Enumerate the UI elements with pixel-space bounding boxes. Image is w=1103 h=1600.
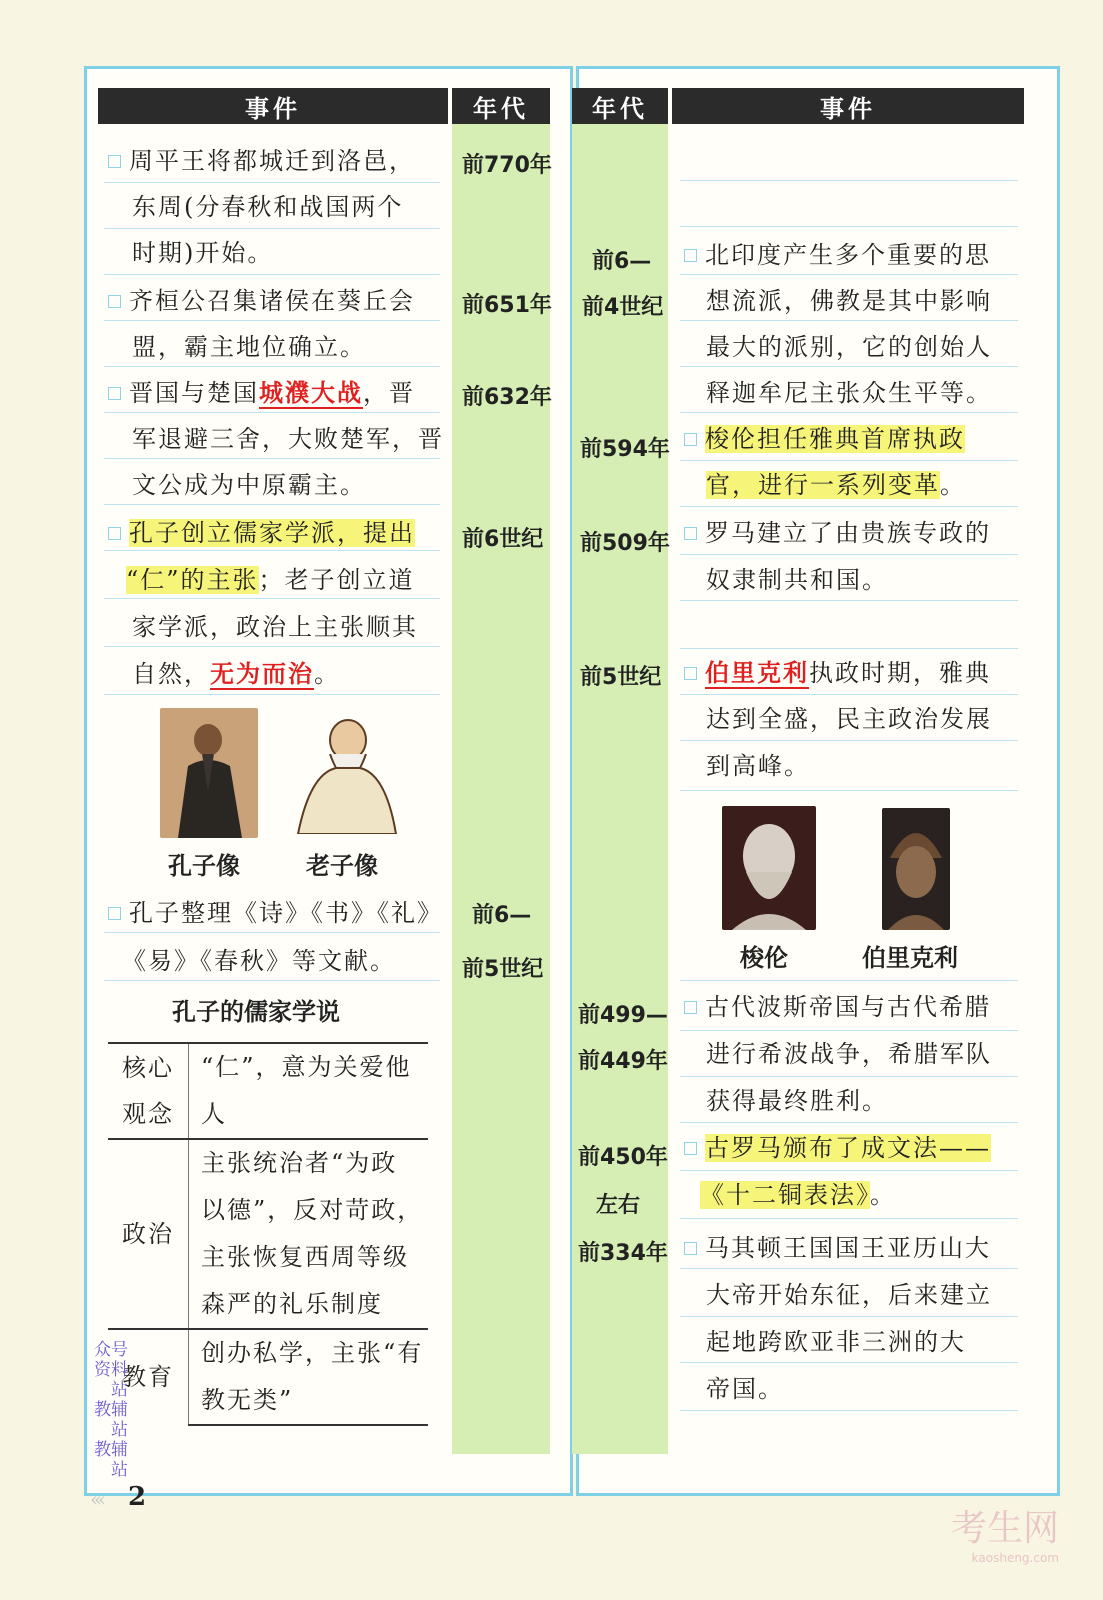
left-year-5b: 前5世纪 [462, 957, 544, 982]
kongzi-portrait [160, 708, 258, 838]
checkbox-icon [684, 667, 697, 680]
checkbox-icon [108, 527, 121, 540]
left-header-event: 事件 [98, 88, 448, 124]
right-event-3: 罗马建立了由贵族专政的 [684, 510, 991, 557]
right-year-1a: 前6— [592, 249, 652, 274]
right-header-year: 年代 [572, 88, 668, 124]
left-event-1-line3: 时期)开始。 [132, 239, 274, 267]
checkbox-icon [684, 433, 697, 446]
pericles-caption: 伯里克利 [862, 944, 958, 972]
checkbox-icon [684, 1001, 697, 1014]
left-event-5: 孔子整理《诗》《书》《礼》 [108, 890, 443, 937]
checkbox-icon [108, 295, 121, 308]
watermark: 考生网 kaosheng.com [950, 1508, 1059, 1565]
checkbox-icon [684, 1142, 697, 1155]
laozi-portrait [290, 714, 400, 834]
right-year-4: 前5世纪 [580, 665, 662, 690]
wuwei-highlight: 无为而治 [210, 660, 314, 688]
right-event-5-line2: 进行希波战争，希腊军队 [706, 1040, 992, 1068]
checkbox-icon [108, 387, 121, 400]
right-event-1-line4: 释迦牟尼主张众生平等。 [706, 379, 992, 407]
right-event-2: 梭伦担任雅典首席执政 [684, 416, 965, 463]
page-arrows-icon: ‹‹‹ [90, 1487, 102, 1511]
right-year-6a: 前450年 [578, 1145, 668, 1170]
left-event-3-line2: 军退避三舍，大败楚军，晋 [132, 425, 444, 453]
left-year-1: 前770年 [462, 153, 552, 178]
right-year-3: 前509年 [580, 531, 670, 556]
left-year-2: 前651年 [462, 293, 552, 318]
left-event-2-line2: 盟，霸主地位确立。 [132, 333, 366, 361]
table-row: 核心 观念 “仁”，意为关爱他 人 [108, 1043, 428, 1139]
left-event-5-line2: 《易》《春秋》等文献。 [122, 947, 396, 975]
checkbox-icon [684, 527, 697, 540]
right-event-6: 古罗马颁布了成文法—— [684, 1125, 991, 1172]
confucian-table [108, 1042, 428, 1426]
solon-caption: 梭伦 [740, 944, 788, 972]
right-event-1-line3: 最大的派别，它的创始人 [706, 333, 992, 361]
right-event-5: 古代波斯帝国与古代希腊 [684, 984, 991, 1031]
right-event-7: 马其顿王国国王亚历山大 [684, 1225, 991, 1272]
left-year-4: 前6世纪 [462, 527, 544, 552]
page-number: 2 [128, 1482, 147, 1512]
left-event-1: 周平王将都城迁到洛邑， [108, 138, 415, 185]
right-year-5b: 前449年 [578, 1049, 668, 1074]
right-year-7: 前334年 [578, 1241, 668, 1266]
left-event-4-line4: 自然，无为而治。 [132, 660, 340, 688]
table-row: 教育 创办私学，主张“有 教无类” [108, 1329, 428, 1425]
right-year-1b: 前4世纪 [582, 295, 664, 320]
right-event-6-line2: 《十二铜表法》。 [700, 1181, 896, 1209]
right-event-7-line3: 起地跨欧亚非三洲的大 [706, 1328, 966, 1356]
left-event-1-line2: 东周(分春秋和战国两个 [132, 193, 404, 221]
left-year-3: 前632年 [462, 385, 552, 410]
left-event-4-line3: 家学派，政治上主张顺其 [132, 613, 418, 641]
checkbox-icon [684, 249, 697, 262]
table-row: 政治 主张统治者“为政 以德”，反对苛政， 主张恢复西周等级 森严的礼乐制度 [108, 1139, 428, 1329]
laozi-caption: 老子像 [306, 852, 378, 880]
kongzi-caption: 孔子像 [168, 852, 240, 880]
left-year-5a: 前6— [472, 903, 532, 928]
left-year-column [452, 124, 550, 1454]
left-event-3-line3: 文公成为中原霸主。 [132, 471, 366, 499]
right-event-1: 北印度产生多个重要的思 [684, 232, 991, 279]
right-event-2-line2: 官，进行一系列变革。 [706, 471, 966, 499]
right-event-4-line2: 达到全盛，民主政治发展 [706, 705, 992, 733]
confucian-table-title: 孔子的儒家学说 [172, 998, 340, 1026]
right-year-5a: 前499— [578, 1003, 668, 1028]
right-event-7-line4: 帝国。 [706, 1375, 784, 1403]
pericles-bust [882, 808, 950, 930]
checkbox-icon [108, 907, 121, 920]
left-header-year: 年代 [452, 88, 550, 124]
side-stamp: 众号 资料站 教辅站 教辅站 [94, 1340, 128, 1480]
right-event-3-line2: 奴隶制共和国。 [706, 566, 888, 594]
left-event-4: 孔子创立儒家学派，提出 [108, 510, 415, 557]
right-event-1-line2: 想流派，佛教是其中影响 [706, 287, 992, 315]
left-event-4-line2: “仁”的主张；老子创立道 [126, 566, 415, 594]
right-year-2: 前594年 [580, 437, 670, 462]
checkbox-icon [108, 155, 121, 168]
checkbox-icon [684, 1242, 697, 1255]
right-year-6b: 左右 [596, 1193, 641, 1218]
right-header-event: 事件 [672, 88, 1024, 124]
left-event-3: 晋国与楚国城濮大战，晋 [108, 370, 415, 417]
right-event-4-line3: 到高峰。 [706, 752, 810, 780]
battle-highlight: 城濮大战 [259, 379, 363, 407]
left-event-2: 齐桓公召集诸侯在葵丘会 [108, 278, 415, 325]
solon-bust [722, 806, 816, 930]
right-event-7-line2: 大帝开始东征，后来建立 [706, 1281, 992, 1309]
right-event-4: 伯里克利执政时期，雅典 [684, 650, 991, 697]
right-event-5-line3: 获得最终胜利。 [706, 1087, 888, 1115]
pericles-highlight: 伯里克利 [705, 659, 809, 687]
